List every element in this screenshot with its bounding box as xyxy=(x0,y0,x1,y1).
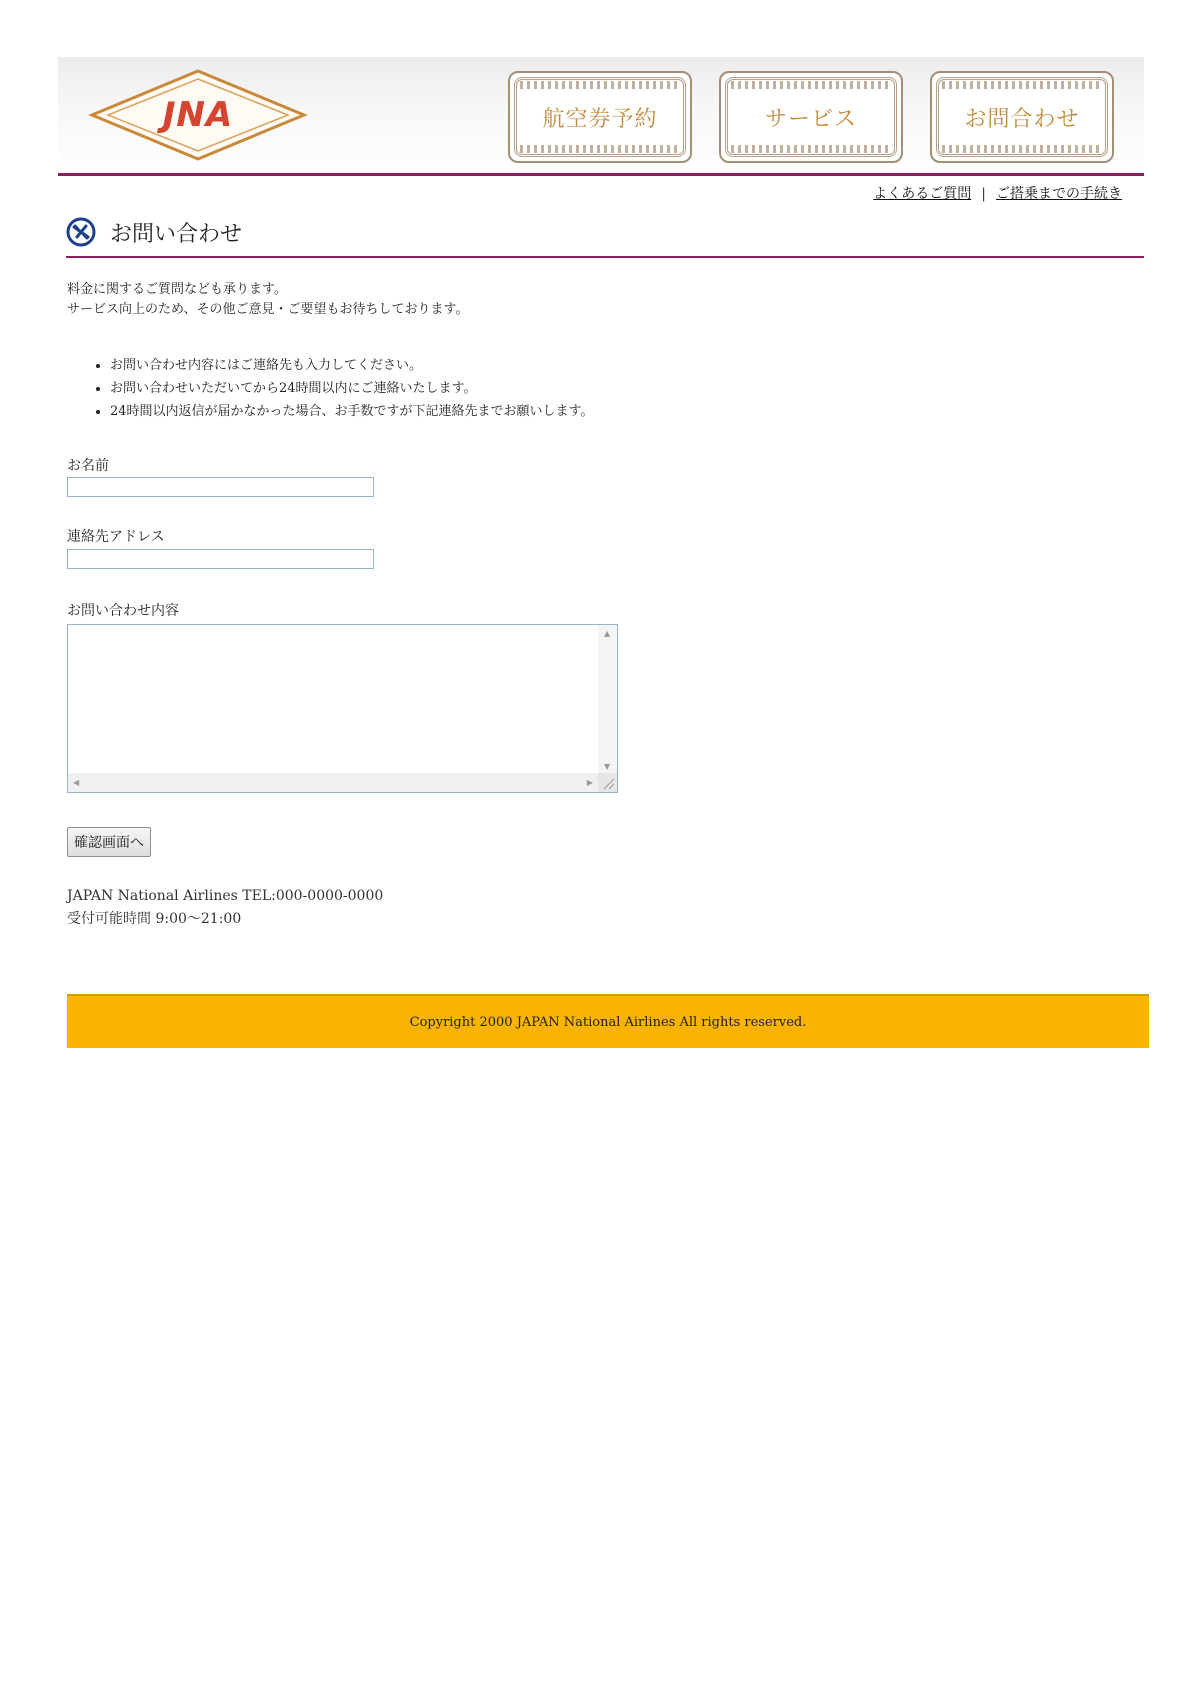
nav-label: 航空券予約 xyxy=(542,106,658,132)
notice-list xyxy=(92,354,594,423)
name-label: お名前 xyxy=(67,458,109,474)
nav-contact-button[interactable] xyxy=(930,71,1114,163)
email-label: 連絡先アドレス xyxy=(67,529,165,545)
faq-link[interactable]: よくあるご質問 xyxy=(873,186,972,202)
nav-label: サービス xyxy=(764,106,857,132)
site-header xyxy=(58,57,1144,175)
title-divider xyxy=(66,256,1144,258)
list-item: • お問い合わせいただいてから24時間以内にご連絡いたします。 xyxy=(110,377,594,400)
contact-hours: 受付可能時間 9:00～21:00 xyxy=(67,911,242,927)
scroll-left-icon[interactable]: ◀ xyxy=(73,778,80,787)
boarding-procedure-link[interactable]: ご搭乗までの手続き xyxy=(996,186,1122,202)
name-field[interactable] xyxy=(67,477,374,497)
contact-phone: JAPAN National Airlines TEL:000-0000-0000 xyxy=(67,888,384,904)
intro-text xyxy=(67,280,468,320)
copyright-text: Copyright 2000 JAPAN National Airlines All rights reserved. xyxy=(409,1014,807,1030)
scroll-down-icon[interactable]: ▼ xyxy=(604,762,611,771)
nav-services-button[interactable] xyxy=(719,71,903,163)
contact-info xyxy=(67,885,383,931)
message-label: お問い合わせ内容 xyxy=(67,603,179,619)
confirm-button[interactable]: 確認画面へ xyxy=(67,827,151,857)
page-title: お問い合わせ xyxy=(110,222,243,247)
jna-logo[interactable] xyxy=(88,67,308,163)
logo-text: JNA xyxy=(162,95,234,135)
list-item: • 24時間以内返信が届かなかった場合、お手数ですが下記連絡先までお願いします。 xyxy=(110,400,594,423)
sub-navigation xyxy=(873,183,1122,203)
nav-flight-booking-button[interactable] xyxy=(508,71,692,163)
intro-line: サービス向上のため、その他ご意見・ご要望もお待ちしております。 xyxy=(67,302,469,317)
site-footer xyxy=(67,994,1149,1048)
airplane-circle-icon xyxy=(66,217,96,247)
scroll-up-icon[interactable]: ▲ xyxy=(604,629,611,638)
scroll-right-icon[interactable]: ▶ xyxy=(586,778,593,787)
message-field[interactable] xyxy=(68,625,598,775)
resize-grip-icon[interactable] xyxy=(598,773,617,792)
page-title-area xyxy=(66,215,1144,259)
email-field[interactable] xyxy=(67,549,374,569)
horizontal-scrollbar[interactable] xyxy=(68,773,598,792)
nav-label: お問合わせ xyxy=(964,106,1080,132)
intro-line: 料金に関するご質問なども承ります。 xyxy=(67,282,287,297)
list-item: • お問い合わせ内容にはご連絡先も入力してください。 xyxy=(110,354,594,377)
link-separator: | xyxy=(981,186,986,202)
vertical-scrollbar[interactable] xyxy=(598,625,617,775)
message-field-container xyxy=(67,624,618,793)
header-divider xyxy=(58,173,1144,176)
